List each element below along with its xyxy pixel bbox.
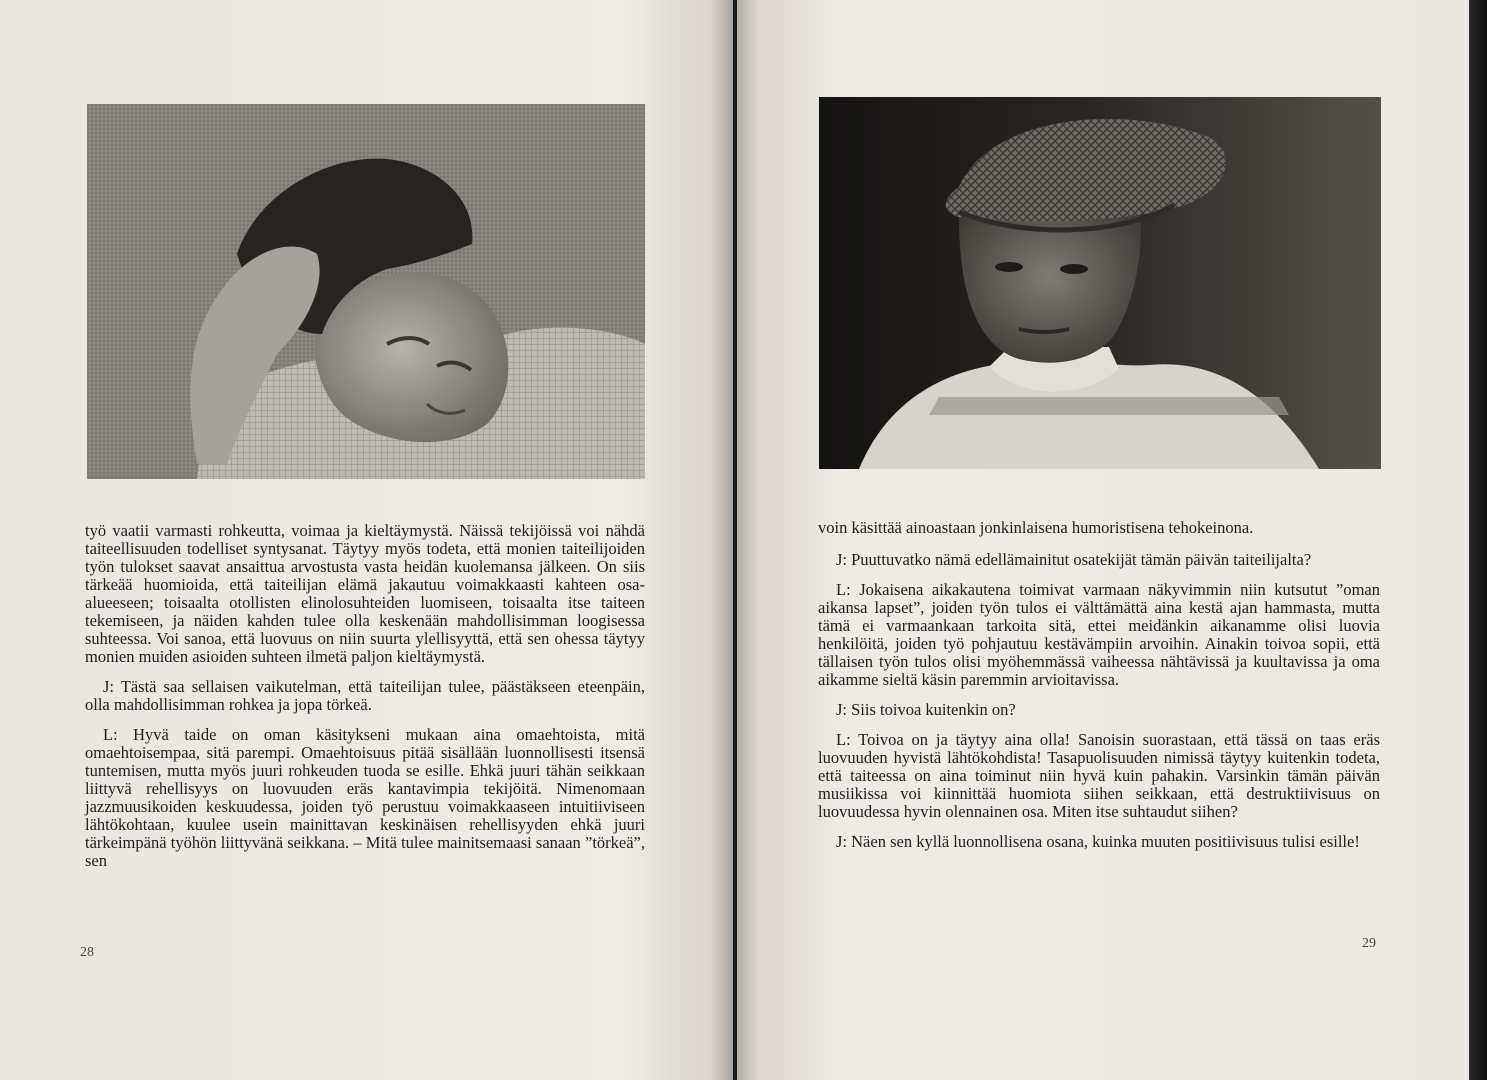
right-paragraph-5: L: Toivoa on ja täytyy aina olla! Sanoisin suorastaan, että tässä on taas eräs luovuuden hyvistä lähtökohdista! Tasapuolisuuden nimissä täytyy kuitenkin todeta, että taiteessa on aina toiminut niin hyvä kuin pahakin. Varsinkin tämän päivän musiikissa voi kiinnittää huomiota siihen seikkaan, että destruktiivisuus on luovuudessa hyvin olennainen osa. Miten itse suhtaudut siihen?: [818, 730, 1380, 821]
left-body-text: [85, 522, 645, 882]
right-paragraph-6: J: Näen sen kyllä luonnollisena osana, kuinka muuten positiivisuus tulisi esille!: [836, 832, 1360, 851]
right-paragraph-1: voin käsittää ainoastaan jonkinlaisena humoristisena tehokeinona.: [818, 518, 1254, 537]
page-number-right: 29: [1362, 936, 1376, 951]
left-paragraph-3: L: Hyvä taide on oman käsitykseni mukaan aina omaehtoista, mitä omaehtoisempaa, sitä parempi. Omaehtoisuus pitää sisällään luonnollisesti itsensä tuntemisen, mutta myös juuri rohkeuden tuoda se esille. Ehkä juuri tähän seikkaan liittyvä rehellisyys on luovuuden eräs kantavimpia tekijöitä. Nimenomaan jazzmuusikoiden keskuudessa, joiden työ perustuu voimakkaaseen intuitiiviseen lähtökohtaan, kuulee usein mainittavan keskinäisen rehellisyyden ehkä juuri tärkeimpänä työhön liittyvänä seikkana. – Mitä tulee mainitsemaasi sanaan ”törkeä”, sen: [85, 725, 645, 870]
right-paragraph-2: J: Puuttuvatko nämä edellämainitut osatekijät tämän päivän taiteilijalta?: [836, 550, 1312, 569]
photo-youth-in-cap: [819, 97, 1381, 469]
right-paragraph-4: J: Siis toivoa kuitenkin on?: [836, 700, 1016, 719]
left-page: [0, 0, 733, 1080]
youth-portrait-illustration: [819, 97, 1381, 469]
photo-man-resting-head: [87, 104, 645, 479]
right-page: [737, 0, 1469, 1080]
man-portrait-illustration: [87, 104, 645, 479]
page-number-left: 28: [80, 945, 94, 960]
right-body-text: [818, 519, 1380, 863]
left-paragraph-1: työ vaatii varmasti rohkeutta, voimaa ja kieltäymystä. Näissä tekijöissä voi nähdä taiteellisuuden todelliset syntysanat. Täytyy myös todeta, että monien taiteilijoiden työn tulokset saavat ansaittua arvostusta vasta heidän kuolemansa jälkeen. On siis tärkeää huomioida, että taiteilijan elämä jakautuu voimakkaasti kahteen osa-alueeseen; toisaalta otollisten elinolosuhteiden luomiseen, toisaalta itse taiteen tekemiseen, ja näiden kahden tulee olla keskenään mahdollisimman loogisessa suhteessa. Voi sanoa, että luovuus on niin suurta ylellisyyttä, että sen ohessa täytyy monien muiden asioiden suhteen ilmetä paljon kieltäymystä.: [85, 521, 645, 666]
right-paragraph-3: L: Jokaisena aikakautena toimivat varmaan näkyvimmin niin kutsutut ”oman aikansa lapset”, joiden työn tulos ei välttämättä aina kestä ajan hammasta, mutta tämä ei varmaankaan tarkoita sitä, ettei meidänkin aikanamme olisi luovia henkilöitä, joiden työ pohjautuu kestävämpiin arvoihin. Ainakin toivoa sopii, että tällaisen työn tulos olisi myöhemmässä vaiheessa nähtävissä ja kuultavissa ja oma aikamme sieltä käsin paremmin arvioitavissa.: [818, 580, 1380, 689]
left-paragraph-2: J: Tästä saa sellaisen vaikutelman, että taiteilijan tulee, päästäkseen eteenpäin, olla mahdollisimman rohkea ja jopa törkeä.: [85, 677, 645, 714]
scanner-edge: [1469, 0, 1487, 1080]
